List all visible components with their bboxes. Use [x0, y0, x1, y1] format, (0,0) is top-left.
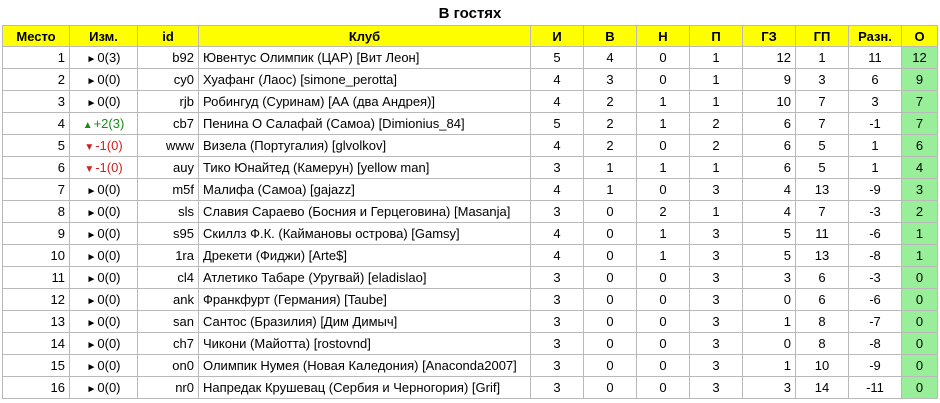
col-points[interactable]: О [902, 26, 938, 47]
header-row [3, 26, 938, 47]
played-cell: 5 [531, 47, 584, 69]
wins-cell: 4 [584, 47, 637, 69]
id-cell: san [138, 311, 199, 333]
table-row [3, 91, 938, 113]
played-cell: 4 [531, 223, 584, 245]
place-cell: 6 [3, 157, 70, 179]
goal-diff-cell: -6 [849, 289, 902, 311]
table-row [3, 355, 938, 377]
change-cell [70, 91, 138, 113]
col-wins[interactable]: В [584, 26, 637, 47]
club-cell: Сантос (Бразилия) [Дим Димыч] [199, 311, 531, 333]
arrow-right-icon: ► [86, 186, 97, 197]
played-cell: 4 [531, 69, 584, 91]
arrow-right-icon: ► [86, 98, 97, 109]
arrow-right-icon: ► [86, 252, 97, 263]
place-cell: 7 [3, 179, 70, 201]
losses-cell: 3 [690, 333, 743, 355]
club-cell: Франкфурт (Германия) [Taube] [199, 289, 531, 311]
points-cell: 0 [902, 289, 938, 311]
club-cell: Атлетико Табаре (Уругвай) [eladislao] [199, 267, 531, 289]
arrow-right-icon: ► [86, 76, 97, 87]
table-row [3, 377, 938, 399]
played-cell: 3 [531, 267, 584, 289]
change-cell [70, 201, 138, 223]
place-cell: 9 [3, 223, 70, 245]
club-cell: Тико Юнайтед (Камерун) [yellow man] [199, 157, 531, 179]
played-cell: 3 [531, 355, 584, 377]
table-row [3, 113, 938, 135]
goals-for-cell: 6 [743, 113, 796, 135]
goals-against-cell: 7 [796, 113, 849, 135]
losses-cell: 1 [690, 157, 743, 179]
table-row [3, 223, 938, 245]
points-cell: 7 [902, 91, 938, 113]
change-cell [70, 311, 138, 333]
change-cell [70, 47, 138, 69]
wins-cell: 0 [584, 201, 637, 223]
points-cell: 7 [902, 113, 938, 135]
played-cell: 3 [531, 311, 584, 333]
table-row [3, 289, 938, 311]
goal-diff-cell: -3 [849, 267, 902, 289]
goals-against-cell: 6 [796, 267, 849, 289]
id-cell: ank [138, 289, 199, 311]
club-cell: Хуафанг (Лаос) [simone_perotta] [199, 69, 531, 91]
goal-diff-cell: -1 [849, 113, 902, 135]
col-place[interactable]: Место [3, 26, 70, 47]
draws-cell: 1 [637, 223, 690, 245]
place-cell: 11 [3, 267, 70, 289]
played-cell: 3 [531, 157, 584, 179]
goal-diff-cell: 6 [849, 69, 902, 91]
goals-against-cell: 13 [796, 245, 849, 267]
goals-for-cell: 1 [743, 311, 796, 333]
points-cell: 0 [902, 377, 938, 399]
losses-cell: 2 [690, 113, 743, 135]
goal-diff-cell: -9 [849, 355, 902, 377]
points-cell: 6 [902, 135, 938, 157]
id-cell: sls [138, 201, 199, 223]
place-cell: 10 [3, 245, 70, 267]
goals-for-cell: 5 [743, 245, 796, 267]
change-value: 0(0) [97, 182, 121, 197]
id-cell: cl4 [138, 267, 199, 289]
wins-cell: 2 [584, 91, 637, 113]
place-cell: 12 [3, 289, 70, 311]
goals-for-cell: 12 [743, 47, 796, 69]
change-cell [70, 377, 138, 399]
goals-against-cell: 1 [796, 47, 849, 69]
change-cell [70, 157, 138, 179]
played-cell: 4 [531, 135, 584, 157]
col-club[interactable]: Клуб [199, 26, 531, 47]
played-cell: 3 [531, 377, 584, 399]
id-cell: rjb [138, 91, 199, 113]
place-cell: 13 [3, 311, 70, 333]
goals-against-cell: 7 [796, 91, 849, 113]
draws-cell: 0 [637, 47, 690, 69]
goal-diff-cell: -6 [849, 223, 902, 245]
col-draws[interactable]: Н [637, 26, 690, 47]
change-value: 0(0) [97, 358, 121, 373]
change-value: -1(0) [95, 138, 123, 153]
points-cell: 0 [902, 355, 938, 377]
draws-cell: 1 [637, 157, 690, 179]
wins-cell: 2 [584, 135, 637, 157]
table-row [3, 47, 938, 69]
change-cell [70, 355, 138, 377]
change-cell [70, 333, 138, 355]
change-value: 0(0) [97, 314, 121, 329]
goal-diff-cell: -3 [849, 201, 902, 223]
arrow-right-icon: ► [86, 296, 97, 307]
goal-diff-cell: 11 [849, 47, 902, 69]
goals-for-cell: 0 [743, 289, 796, 311]
goal-diff-cell: 3 [849, 91, 902, 113]
club-cell: Ювентус Олимпик (ЦАР) [Вит Леон] [199, 47, 531, 69]
draws-cell: 0 [637, 69, 690, 91]
change-cell [70, 179, 138, 201]
goals-for-cell: 6 [743, 135, 796, 157]
draws-cell: 0 [637, 355, 690, 377]
id-cell: on0 [138, 355, 199, 377]
change-value: 0(0) [97, 72, 121, 87]
place-cell: 8 [3, 201, 70, 223]
draws-cell: 0 [637, 267, 690, 289]
id-cell: cb7 [138, 113, 199, 135]
points-cell: 1 [902, 245, 938, 267]
losses-cell: 1 [690, 69, 743, 91]
losses-cell: 3 [690, 355, 743, 377]
goal-diff-cell: 1 [849, 157, 902, 179]
goals-against-cell: 14 [796, 377, 849, 399]
place-cell: 2 [3, 69, 70, 91]
losses-cell: 1 [690, 47, 743, 69]
goals-against-cell: 3 [796, 69, 849, 91]
losses-cell: 1 [690, 201, 743, 223]
change-value: -1(0) [95, 160, 123, 175]
change-value: 0(0) [97, 248, 121, 263]
club-cell: Напредак Крушевац (Сербия и Черногория) [Grif] [199, 377, 531, 399]
place-cell: 5 [3, 135, 70, 157]
goals-against-cell: 5 [796, 157, 849, 179]
change-cell [70, 135, 138, 157]
goals-for-cell: 4 [743, 201, 796, 223]
table-row [3, 245, 938, 267]
goals-for-cell: 9 [743, 69, 796, 91]
points-cell: 4 [902, 157, 938, 179]
goals-for-cell: 0 [743, 333, 796, 355]
draws-cell: 0 [637, 289, 690, 311]
losses-cell: 3 [690, 223, 743, 245]
arrow-up-icon: ▲ [82, 120, 93, 131]
wins-cell: 2 [584, 113, 637, 135]
id-cell: ch7 [138, 333, 199, 355]
club-cell: Олимпик Нумея (Новая Каледония) [Anaconda2007] [199, 355, 531, 377]
place-cell: 15 [3, 355, 70, 377]
goals-for-cell: 1 [743, 355, 796, 377]
goals-against-cell: 8 [796, 333, 849, 355]
change-cell [70, 289, 138, 311]
goal-diff-cell: -9 [849, 179, 902, 201]
losses-cell: 3 [690, 245, 743, 267]
losses-cell: 1 [690, 91, 743, 113]
arrow-right-icon: ► [86, 340, 97, 351]
place-cell: 14 [3, 333, 70, 355]
draws-cell: 0 [637, 179, 690, 201]
losses-cell: 2 [690, 135, 743, 157]
id-cell: www [138, 135, 199, 157]
goal-diff-cell: -11 [849, 377, 902, 399]
id-cell: auy [138, 157, 199, 179]
played-cell: 3 [531, 201, 584, 223]
place-cell: 16 [3, 377, 70, 399]
club-cell: Робингуд (Суринам) [АА (два Андрея)] [199, 91, 531, 113]
draws-cell: 0 [637, 135, 690, 157]
club-cell: Чикони (Майотта) [rostovnd] [199, 333, 531, 355]
arrow-right-icon: ► [86, 274, 97, 285]
wins-cell: 0 [584, 377, 637, 399]
wins-cell: 1 [584, 179, 637, 201]
place-cell: 1 [3, 47, 70, 69]
goals-for-cell: 4 [743, 179, 796, 201]
goals-against-cell: 5 [796, 135, 849, 157]
table-row [3, 135, 938, 157]
played-cell: 3 [531, 289, 584, 311]
club-cell: Скиллз Ф.К. (Каймановы острова) [Gamsy] [199, 223, 531, 245]
change-value: 0(0) [97, 292, 121, 307]
goals-against-cell: 11 [796, 223, 849, 245]
wins-cell: 0 [584, 267, 637, 289]
draws-cell: 2 [637, 201, 690, 223]
place-cell: 4 [3, 113, 70, 135]
id-cell: b92 [138, 47, 199, 69]
goals-for-cell: 10 [743, 91, 796, 113]
goal-diff-cell: 1 [849, 135, 902, 157]
place-cell: 3 [3, 91, 70, 113]
table-row [3, 157, 938, 179]
col-goal-diff[interactable]: Разн. [849, 26, 902, 47]
goals-against-cell: 7 [796, 201, 849, 223]
wins-cell: 0 [584, 223, 637, 245]
points-cell: 1 [902, 223, 938, 245]
goals-against-cell: 6 [796, 289, 849, 311]
col-goals-for[interactable]: ГЗ [743, 26, 796, 47]
draws-cell: 0 [637, 333, 690, 355]
arrow-right-icon: ► [86, 208, 97, 219]
id-cell: cy0 [138, 69, 199, 91]
arrow-right-icon: ► [86, 318, 97, 329]
col-change[interactable]: Изм. [70, 26, 138, 47]
losses-cell: 3 [690, 179, 743, 201]
id-cell: s95 [138, 223, 199, 245]
wins-cell: 0 [584, 355, 637, 377]
arrow-right-icon: ► [86, 384, 97, 395]
change-value: +2(3) [93, 116, 125, 131]
losses-cell: 3 [690, 311, 743, 333]
club-cell: Славия Сараево (Босния и Герцеговина) [Masanja] [199, 201, 531, 223]
table-row [3, 179, 938, 201]
table-row [3, 267, 938, 289]
goals-against-cell: 13 [796, 179, 849, 201]
change-cell [70, 245, 138, 267]
wins-cell: 3 [584, 69, 637, 91]
change-value: 0(0) [97, 336, 121, 351]
goals-against-cell: 10 [796, 355, 849, 377]
points-cell: 12 [902, 47, 938, 69]
points-cell: 9 [902, 69, 938, 91]
wins-cell: 0 [584, 289, 637, 311]
col-goals-against[interactable]: ГП [796, 26, 849, 47]
played-cell: 4 [531, 245, 584, 267]
change-cell [70, 113, 138, 135]
wins-cell: 0 [584, 333, 637, 355]
points-cell: 0 [902, 267, 938, 289]
played-cell: 3 [531, 333, 584, 355]
change-cell [70, 267, 138, 289]
id-cell: m5f [138, 179, 199, 201]
change-value: 0(0) [97, 270, 121, 285]
change-value: 0(0) [97, 94, 121, 109]
goals-for-cell: 3 [743, 267, 796, 289]
arrow-right-icon: ► [86, 230, 97, 241]
losses-cell: 3 [690, 267, 743, 289]
col-played[interactable]: И [531, 26, 584, 47]
table-row [3, 201, 938, 223]
id-cell: 1ra [138, 245, 199, 267]
points-cell: 3 [902, 179, 938, 201]
goal-diff-cell: -7 [849, 311, 902, 333]
col-id[interactable]: id [138, 26, 199, 47]
goals-against-cell: 8 [796, 311, 849, 333]
table-title: В гостях [438, 5, 502, 22]
club-cell: Малифа (Самоа) [gajazz] [199, 179, 531, 201]
table-row [3, 69, 938, 91]
losses-cell: 3 [690, 377, 743, 399]
draws-cell: 0 [637, 377, 690, 399]
change-cell [70, 69, 138, 91]
played-cell: 4 [531, 91, 584, 113]
club-cell: Дрекети (Фиджи) [Arte$] [199, 245, 531, 267]
draws-cell: 1 [637, 245, 690, 267]
standings-table [2, 25, 938, 399]
wins-cell: 0 [584, 311, 637, 333]
draws-cell: 0 [637, 311, 690, 333]
id-cell: nr0 [138, 377, 199, 399]
change-value: 0(0) [97, 380, 121, 395]
draws-cell: 1 [637, 113, 690, 135]
change-value: 0(0) [97, 204, 121, 219]
played-cell: 4 [531, 179, 584, 201]
goals-for-cell: 3 [743, 377, 796, 399]
col-losses[interactable]: П [690, 26, 743, 47]
club-cell: Визела (Португалия) [glvolkov] [199, 135, 531, 157]
points-cell: 0 [902, 333, 938, 355]
goals-for-cell: 6 [743, 157, 796, 179]
arrow-down-icon: ▼ [84, 164, 95, 175]
arrow-down-icon: ▼ [84, 142, 95, 153]
change-value: 0(3) [97, 50, 121, 65]
change-cell [70, 223, 138, 245]
losses-cell: 3 [690, 289, 743, 311]
goals-for-cell: 5 [743, 223, 796, 245]
goal-diff-cell: -8 [849, 333, 902, 355]
draws-cell: 1 [637, 91, 690, 113]
wins-cell: 0 [584, 245, 637, 267]
goal-diff-cell: -8 [849, 245, 902, 267]
arrow-right-icon: ► [86, 362, 97, 373]
table-row [3, 333, 938, 355]
points-cell: 2 [902, 201, 938, 223]
points-cell: 0 [902, 311, 938, 333]
change-value: 0(0) [97, 226, 121, 241]
played-cell: 5 [531, 113, 584, 135]
arrow-right-icon: ► [86, 54, 97, 65]
club-cell: Пенина О Салафай (Самоа) [Dimionius_84] [199, 113, 531, 135]
wins-cell: 1 [584, 157, 637, 179]
table-row [3, 311, 938, 333]
